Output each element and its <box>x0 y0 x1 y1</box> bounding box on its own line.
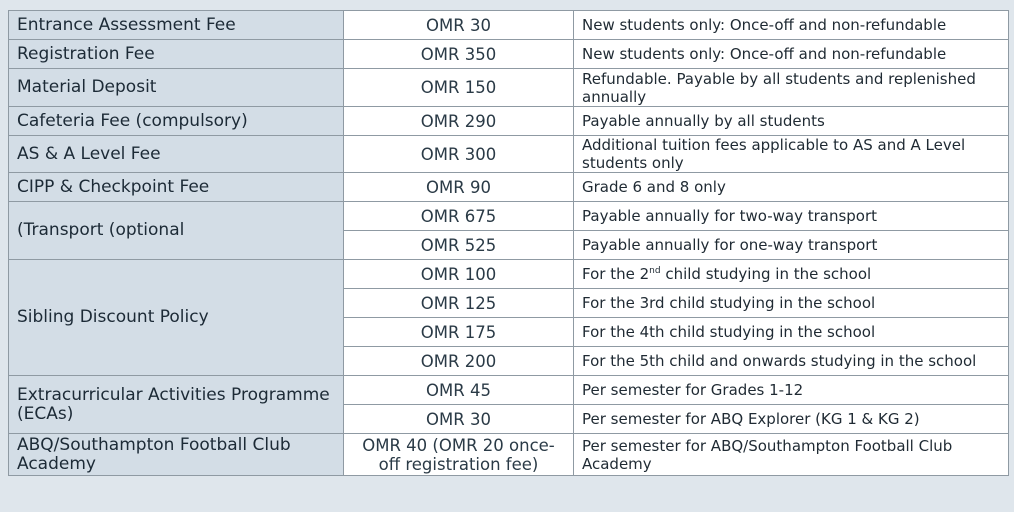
table-row <box>9 69 1009 107</box>
fee-note: Grade 6 and 8 only <box>574 173 1009 202</box>
fee-amount: OMR 525 <box>344 231 574 260</box>
note-prefix: For the 2 <box>582 265 650 283</box>
fee-amount: OMR 200 <box>344 347 574 376</box>
ordinal-suffix: nd <box>649 266 661 276</box>
fee-amount: OMR 90 <box>344 173 574 202</box>
table-row <box>9 202 1009 231</box>
fee-amount: OMR 30 <box>344 405 574 434</box>
fee-label: Cafeteria Fee (compulsory) <box>9 107 344 136</box>
fee-note: New students only: Once-off and non-refundable <box>574 11 1009 40</box>
fee-amount: OMR 350 <box>344 40 574 69</box>
fee-note: New students only: Once-off and non-refundable <box>574 40 1009 69</box>
note-suffix: child studying in the school <box>660 265 872 283</box>
fee-label: Registration Fee <box>9 40 344 69</box>
fee-label: AS & A Level Fee <box>9 136 344 173</box>
fee-note: Payable annually by all students <box>574 107 1009 136</box>
transport-label: (Transport (optional <box>9 202 344 260</box>
fee-note: Per semester for Grades 1-12 <box>574 376 1009 405</box>
fee-amount: OMR 150 <box>344 69 574 107</box>
fee-note: Per semester for ABQ Explorer (KG 1 & KG 2) <box>574 405 1009 434</box>
table-row <box>9 136 1009 173</box>
table-row <box>9 173 1009 202</box>
fee-amount: OMR 675 <box>344 202 574 231</box>
fee-table <box>8 10 1009 476</box>
fee-amount: OMR 45 <box>344 376 574 405</box>
football-academy-label: ABQ/Southampton Football Club Academy <box>9 434 344 476</box>
fee-amount: OMR 175 <box>344 318 574 347</box>
table-row <box>9 376 1009 405</box>
fee-note: Additional tuition fees applicable to AS and A Level students only <box>574 136 1009 173</box>
fee-note: Refundable. Payable by all students and replenished annually <box>574 69 1009 107</box>
fee-label: Material Deposit <box>9 69 344 107</box>
table-row <box>9 434 1009 476</box>
table-row <box>9 107 1009 136</box>
table-row <box>9 40 1009 69</box>
fee-note <box>574 260 1009 289</box>
fee-note: For the 5th child and onwards studying in the school <box>574 347 1009 376</box>
fee-amount: OMR 40 (OMR 20 once-off registration fee) <box>344 434 574 476</box>
table-row <box>9 260 1009 289</box>
fee-amount: OMR 125 <box>344 289 574 318</box>
eca-label: Extracurricular Activities Programme (ECAs) <box>9 376 344 434</box>
fee-amount: OMR 300 <box>344 136 574 173</box>
fee-note: For the 4th child studying in the school <box>574 318 1009 347</box>
fee-label: Entrance Assessment Fee <box>9 11 344 40</box>
sibling-discount-label: Sibling Discount Policy <box>9 260 344 376</box>
fee-note: Per semester for ABQ/Southampton Football Club Academy <box>574 434 1009 476</box>
table-row <box>9 11 1009 40</box>
fee-label: CIPP & Checkpoint Fee <box>9 173 344 202</box>
fee-note: Payable annually for one-way transport <box>574 231 1009 260</box>
fee-note: For the 3rd child studying in the school <box>574 289 1009 318</box>
fee-note: Payable annually for two-way transport <box>574 202 1009 231</box>
fee-amount: OMR 30 <box>344 11 574 40</box>
fee-amount: OMR 100 <box>344 260 574 289</box>
fee-amount: OMR 290 <box>344 107 574 136</box>
